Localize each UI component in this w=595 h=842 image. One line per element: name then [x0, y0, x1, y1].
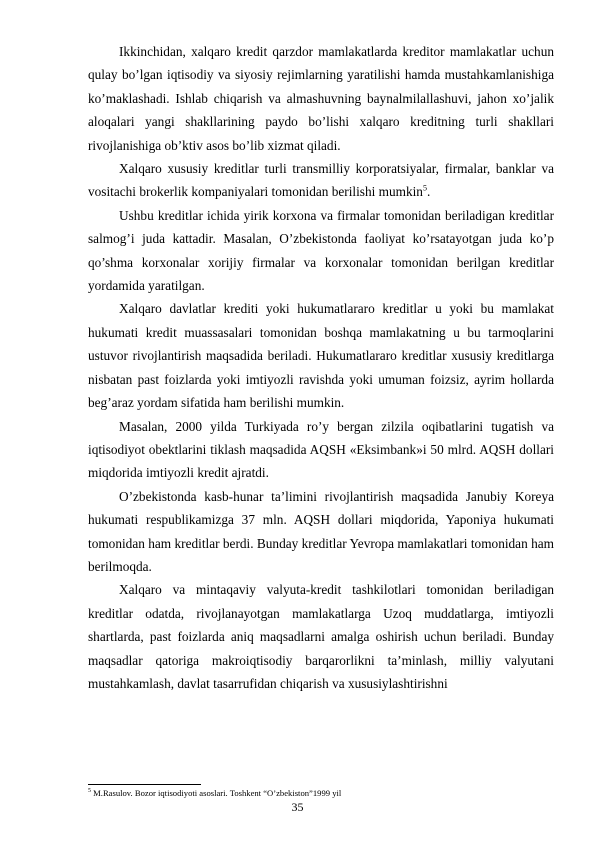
footnote — [88, 788, 554, 799]
paragraph-4 — [88, 297, 554, 414]
paragraph-6-text: O’zbekistonda kasb-hunar ta’limini rivojlantirish maqsadida Janubiy Koreya hukumati respublikamizga 37 mln. AQSH dollari miqdorida, Yaponiya hukumati tomonidan ham kreditlar berdi. Bunday kreditlar Yevropa mamlakatlari tomonidan ham berilmoqda. — [88, 488, 554, 574]
paragraph-1-text: Ikkinchidan, xalqaro kredit qarzdor mamlakatlarda kreditor mamlakatlar uchun qulay bo’lgan iqtisodiy va siyosiy rejimlarning yaratilishi hamda mustahkamlanishiga ko’maklashadi. Ishlab chiqarish va almashuvning baynalmilallashuvi, jahon xo’jalik aloqalari yangi shakllarining paydo bo’lishi xalqaro kreditning turli shakllari rivojlanishiga ob’ktiv asos bo’lib xizmat qiladi. — [88, 44, 554, 153]
paragraph-4-text: Xalqaro davlatlar krediti yoki hukumatlararo kreditlar u yoki bu mamlakat hukumati kredit muassasalari tomonidan boshqa mamlakatning u bu tarmoqlarini ustuvor rivojlantirish maqsadida beriladi. Hukumatlararo kreditlar xususiy kreditlarga nisbatan past foizlarda yoki imtiyozli ravishda yoki umuman foizsiz, ayrim hollarda beg’araz yordam sifatida ham berilishi mumkin. — [88, 301, 554, 411]
footnote-number: 5 — [88, 788, 91, 795]
paragraph-3-text: Ushbu kreditlar ichida yirik korxona va firmalar tomonidan beriladigan kreditlar salmog’i juda kattadir. Masalan, O’zbekistonda faoliyat ko’rsatayotgan juda ko’p qo’shma korxonalar xorijiy firmalar va korxonalar tomonidan berilgan kreditlar yordamida yaratilgan. — [88, 207, 554, 294]
footnote-reference[interactable]: 5 — [422, 184, 427, 194]
paragraph-5-text: Masalan, 2000 yilda Turkiyada ro’y bergan zilzila oqibatlarini tugatish va iqtisodiyot obektlarini tiklash maqsadida AQSH «Eksimbank»i 50 mlrd. AQSH dollari miqdorida imtiyozli kredit ajratdi. — [88, 418, 554, 481]
paragraph-6 — [88, 485, 554, 579]
paragraph-2 — [88, 157, 554, 204]
paragraph-1 — [88, 40, 554, 157]
paragraph-2-end: . — [426, 184, 431, 200]
body-text — [88, 40, 554, 695]
footnote-text: M.Rasulov. Bozor iqtisodiyoti asoslari. Toshkent “O’zbekiston”1999 yil — [91, 788, 342, 798]
paragraph-3 — [88, 204, 554, 298]
paragraph-2-text: Xalqaro xususiy kreditlar turli transmilliy korporatsiyalar, firmalar, banklar va vositachi brokerlik kompaniyalari tomonidan berilishi mumkin — [88, 161, 554, 200]
paragraph-7 — [88, 578, 554, 695]
footnote-divider — [88, 784, 201, 785]
paragraph-7-text: Xalqaro va mintaqaviy valyuta-kredit tashkilotlari tomonidan beriladigan kreditlar odatda, rivojlanayotgan mamlakatlarga Uzoq muddatlarga, imtiyozli shartlarda, past foizlarda aniq maqsadlarni amalga oshirish uchun beriladi. Bunday maqsadlar qatoriga makroiqtisodiy barqarorlikni ta’minlash, milliy valyutani mustahkamlash, davlat tasarrufidan chiqarish va xususiylashtirishni — [88, 582, 554, 691]
page-number: 35 — [291, 800, 304, 814]
paragraph-5 — [88, 415, 554, 485]
